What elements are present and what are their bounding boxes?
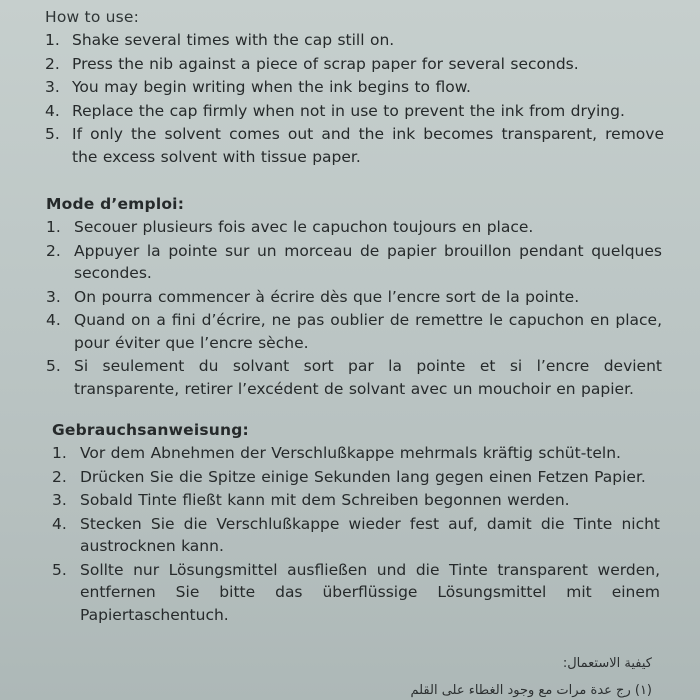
item-text: Stecken Sie die Verschlußkappe wieder fest auf, damit die Tinte nicht austrocknen kann. [80,514,660,555]
arabic-heading: كيفية الاستعمال: [562,656,652,671]
item-text: Drücken Sie die Spitze einige Sekunden lang gegen einen Fetzen Papier. [80,467,646,486]
item-text: Replace the cap firmly when not in use to prevent the ink from drying. [72,101,625,120]
list-item [0,513,700,558]
item-text: Press the nib against a piece of scrap paper for several seconds. [72,54,579,73]
arabic-item-text: (١) رج عدة مرات مع وجود الغطاء على القلم [410,683,652,698]
item-number: 1. [46,218,61,236]
item-number: 3. [45,78,60,96]
item-text: Sobald Tinte fließt kann mit dem Schreiben begonnen werden. [80,491,570,509]
item-number: 2. [46,241,61,260]
german-section [0,419,700,626]
item-number: 4. [46,311,61,329]
item-text: On pourra commencer à écrire dès que l’encre sort de la pointe. [74,287,580,306]
item-text: Quand on a fini d’écrire, ne pas oublier de remettre le capuchon en place, pour éviter que l’encre sèche. [74,311,662,352]
item-number: 3. [52,491,67,509]
french-heading: Mode d’emploi: [46,195,185,213]
list-item [0,240,700,285]
english-heading: How to use: [45,8,140,26]
item-number: 2. [52,467,67,486]
list-item [0,309,700,354]
item-text: Si seulement du solvant sort par la pointe et si l’encre devient transparente, retirer l’excédent de solvant avec un mouchoir en papier. [74,357,662,398]
item-number: 1. [52,444,67,462]
french-section [0,193,700,400]
item-number: 4. [45,101,60,120]
list-item [0,286,700,309]
list-item [0,29,700,52]
list-item [0,76,700,99]
item-number: 5. [46,357,61,375]
item-text: Vor dem Abnehmen der Verschlußkappe mehrmals kräftig schüt-teln. [80,444,621,462]
list-item [0,355,700,400]
german-heading: Gebrauchsanweisung: [52,421,249,439]
item-number: 4. [52,514,67,533]
item-number: 5. [45,125,60,143]
english-section [0,6,700,168]
item-number: 3. [46,287,61,306]
item-number: 1. [45,31,60,49]
list-item [0,53,700,76]
list-item [0,466,700,489]
list-item [0,489,700,512]
item-number: 5. [52,560,67,579]
item-text: Sollte nur Lösungsmittel ausfließen und die Tinte transparent werden, entfernen Sie bitte das überflüssige Lösungsmittel mit einem Papiertaschentuch. [80,560,660,624]
item-text: Secouer plusieurs fois avec le capuchon toujours en place. [74,218,534,236]
item-text: Shake several times with the cap still on. [72,31,395,49]
list-item [0,442,700,465]
list-item [0,123,700,168]
item-text: You may begin writing when the ink begins to flow. [72,78,471,96]
list-item [0,216,700,239]
list-item [0,100,700,123]
item-text: Appuyer la pointe sur un morceau de papier brouillon pendant quelques secondes. [74,241,662,282]
item-number: 2. [45,54,60,73]
item-text: If only the solvent comes out and the ink becomes transparent, remove the excess solvent with tissue paper. [72,125,664,166]
list-item [0,559,700,627]
